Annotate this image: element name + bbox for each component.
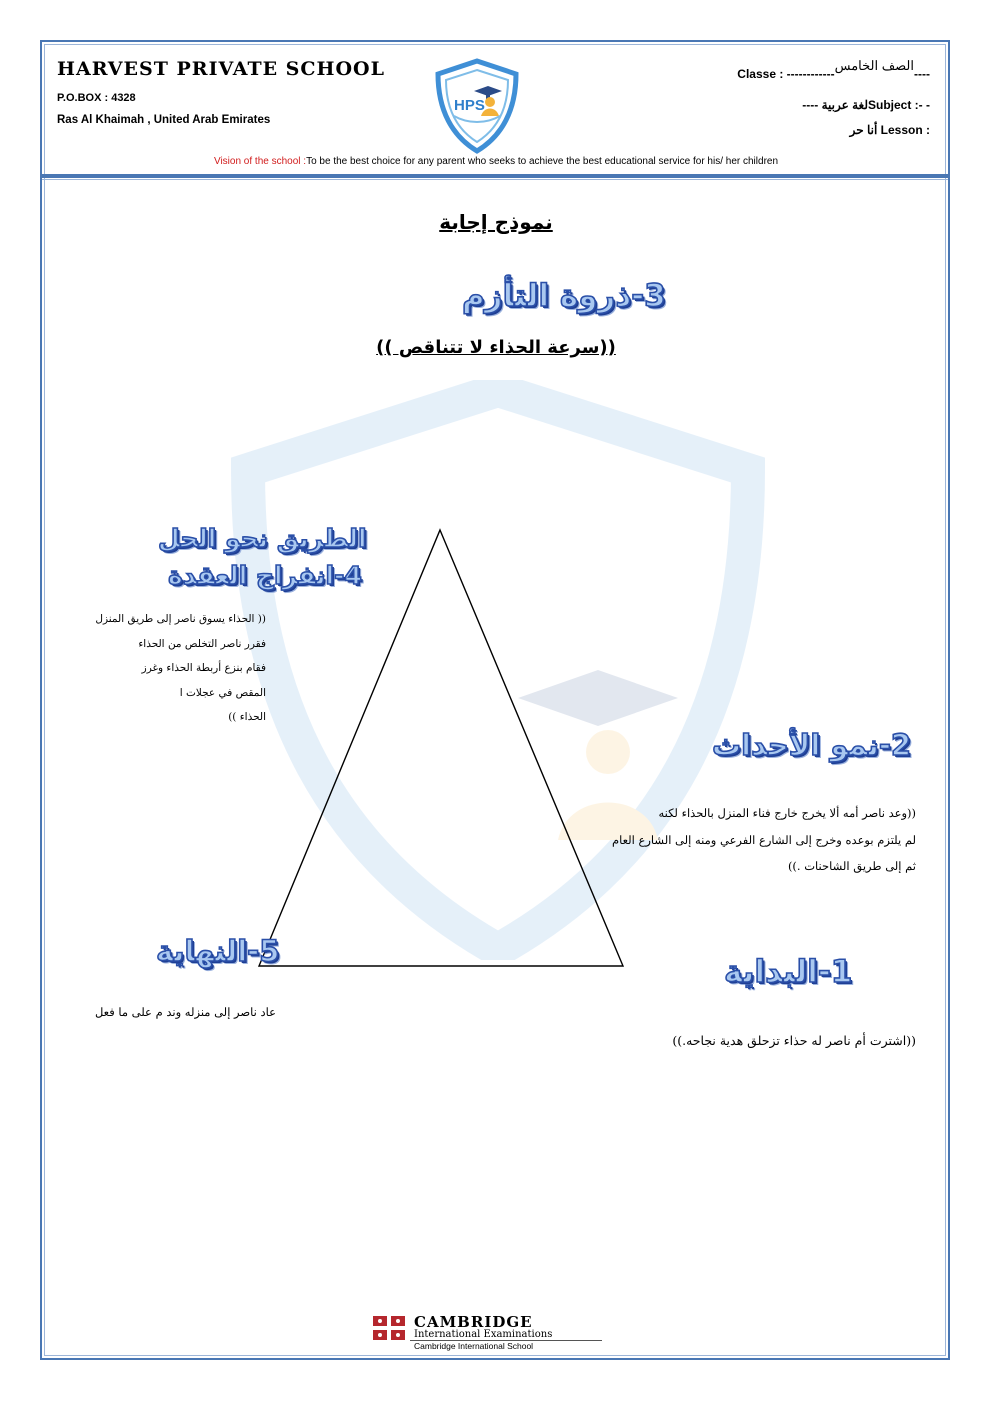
cambridge-title: CAMBRIDGE	[414, 1313, 533, 1331]
rising-action-text	[556, 800, 916, 880]
rising-action-heading: 2-نمو الأحداث	[712, 728, 912, 762]
classe-label: Classe :	[737, 67, 784, 81]
ending-heading: 5-النهاية	[156, 934, 280, 968]
resolution-line: الحذاء ))	[228, 711, 266, 723]
cambridge-subtitle: International Examinations	[414, 1329, 553, 1340]
climax-text: ((سرعة الحذاء لا تتناقص ))	[376, 337, 616, 358]
classe-row	[737, 58, 930, 82]
vision-statement	[0, 156, 992, 167]
vision-text: To be the best choice for any parent who seeks to achieve the best educational service for his/ her children	[306, 156, 779, 167]
resolution-line: (( الحذاء يسوق ناصر إلى طريق المنزل	[95, 613, 266, 625]
classe-dashes: ------------	[786, 67, 835, 81]
rising-action-line: ثم إلى طريق الشاحنات .))	[787, 859, 916, 873]
ending-text: عاد ناصر إلى منزله وند م على ما فعل	[94, 1005, 276, 1019]
po-box: P.O.BOX : 4328	[57, 92, 136, 104]
subject-label: Subject :- -	[868, 98, 930, 112]
lesson-value: أنا حر	[849, 123, 878, 137]
lesson-row	[850, 123, 930, 137]
school-name: HARVEST PRIVATE SCHOOL	[57, 58, 385, 80]
rising-action-line: ((وعد ناصر أمه ألا يخرج خارج فناء المنزل بالحذاء لكنه	[658, 806, 916, 820]
lesson-label: Lesson :	[880, 123, 930, 137]
plot-triangle-diagram	[255, 525, 627, 970]
resolution-text	[66, 607, 266, 730]
subject-row	[802, 98, 930, 112]
classe-dashes-after: ----	[914, 67, 930, 81]
resolution-heading-line1: الطريق نحو الحل	[158, 524, 367, 553]
logo-text: HPS	[454, 97, 485, 114]
cambridge-school: Cambridge International School	[414, 1341, 534, 1351]
classe-value: الصف الخامس	[834, 58, 915, 73]
answer-model-title: نموذج إجابة	[439, 210, 553, 234]
resolution-line: فقرر ناصر التخلص من الحذاء	[138, 637, 266, 650]
cambridge-shield-icon	[372, 1315, 406, 1341]
cambridge-logo	[370, 1313, 610, 1353]
header-divider	[42, 174, 948, 178]
subject-dashes: ----	[802, 98, 819, 112]
resolution-line: المقص في عجلات ا	[179, 686, 266, 699]
climax-heading: 3-ذروة التأزم	[462, 278, 666, 314]
school-logo-icon	[432, 58, 522, 154]
resolution-heading-line2: 4-انفراج العقدة	[168, 561, 362, 590]
header-divider-thin	[42, 179, 948, 180]
school-address: Ras Al Khaimah , United Arab Emirates	[57, 114, 271, 126]
subject-value: لغة عربية	[821, 98, 868, 112]
beginning-heading: 1-البداية	[724, 954, 853, 990]
beginning-text: ((اشترت أم ناصر له حذاء تزحلق هدية نجاحه.))	[672, 1033, 916, 1048]
vision-label: Vision of the school :	[213, 156, 307, 167]
rising-action-line: لم يلتزم بوعده وخرج إلى الشارع الفرعي ومنه إلى الشارع العام	[611, 832, 916, 847]
resolution-line: فقام بنزع أربطة الحذاء وغرز	[141, 662, 266, 674]
